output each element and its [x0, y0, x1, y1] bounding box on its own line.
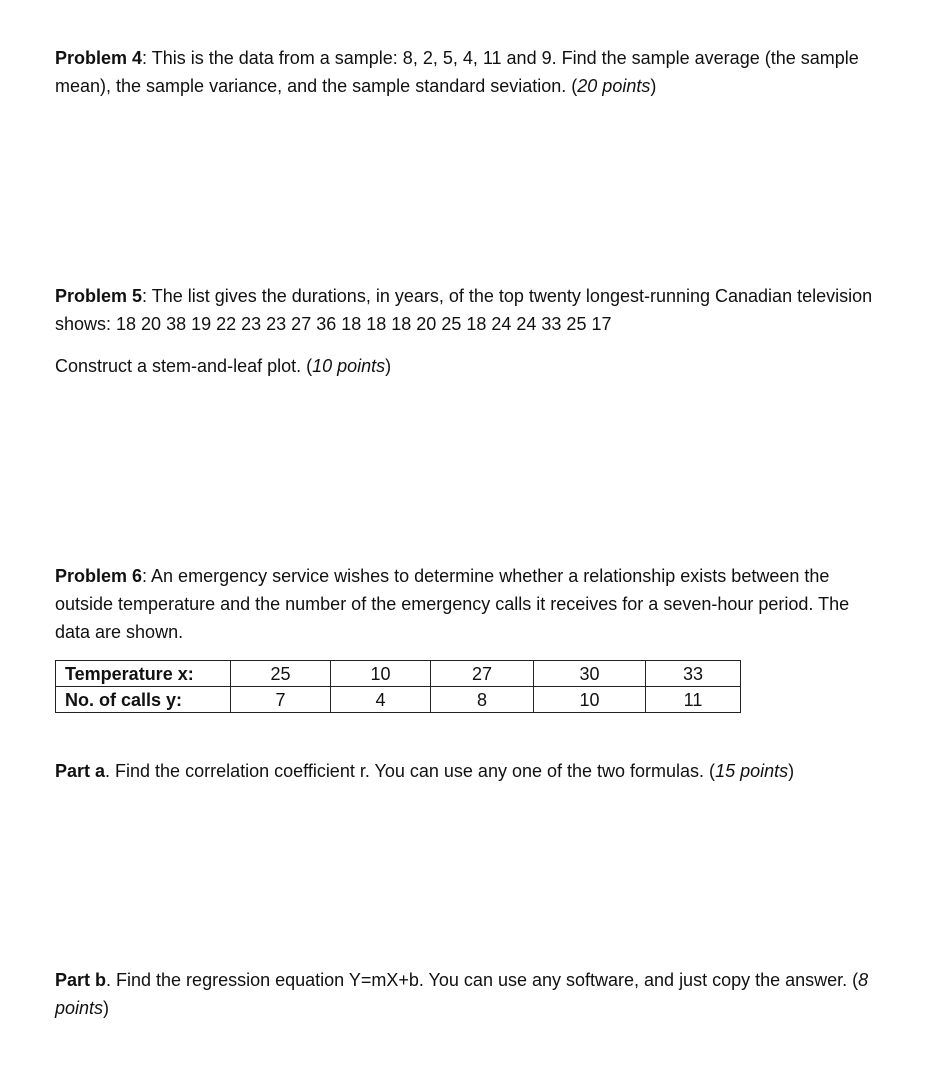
problem-5-instruction-text: Construct a stem-and-leaf plot. (: [55, 356, 313, 376]
part-a-label: Part a: [55, 761, 106, 781]
part-a-close: ): [788, 761, 795, 781]
table-cell: 10: [331, 661, 431, 687]
table-cell: 30: [534, 661, 646, 687]
table-cell: 4: [331, 687, 431, 713]
problem-5-instruction: [55, 352, 875, 380]
table-cell: 8: [431, 687, 534, 713]
part-a-text: [55, 757, 875, 785]
calls-header: No. of calls y:: [56, 687, 231, 713]
table-row-calls: [56, 687, 741, 713]
problem-6-body: : An emergency service wishes to determine whether a relationship exists between the outside temperature and the number of the emergency calls it receives for a seven-hour period. The data are shown.: [55, 566, 850, 642]
part-a-body: . Find the correlation coefficient r. You can use any one of the two formulas. (: [105, 761, 716, 781]
problem-5-close: ): [385, 356, 392, 376]
table-cell: 27: [431, 661, 534, 687]
part-b-close: ): [103, 998, 110, 1018]
problem-5-label: Problem 5: [55, 286, 143, 306]
problem-4-body: : This is the data from a sample: 8, 2, 5, 4, 11 and 9. Find the sample average (the sample mean), the sample variance, and the sample standard seviation. (: [55, 48, 859, 96]
temperature-calls-table: [55, 660, 741, 713]
problem-6-text: [55, 562, 875, 646]
table-cell: 11: [646, 687, 741, 713]
table-cell: 7: [231, 687, 331, 713]
problem-4-points: 20 points: [577, 76, 651, 96]
table-cell: 25: [231, 661, 331, 687]
problem-4-close: ): [650, 76, 657, 96]
problem-5-points: 10 points: [312, 356, 386, 376]
part-b-points: 8 points: [55, 970, 869, 1018]
problem-6-label: Problem 6: [55, 566, 143, 586]
temperature-header: Temperature x:: [56, 661, 231, 687]
part-b-text: [55, 966, 875, 1022]
table-cell: 10: [534, 687, 646, 713]
part-a-points: 15 points: [715, 761, 789, 781]
problem-4-label: Problem 4: [55, 48, 143, 68]
table-cell: 33: [646, 661, 741, 687]
part-b-body: . Find the regression equation Y=mX+b. You can use any software, and just copy the answer. (: [106, 970, 859, 990]
problem-5-body: : The list gives the durations, in years, of the top twenty longest-running Canadian television shows: 18 20 38 19 22 23 23 27 36 18 18 18 20 25 18 24 24 33 25 17: [55, 286, 873, 334]
part-b-label: Part b: [55, 970, 107, 990]
problem-4-text: [55, 44, 875, 100]
problem-5-text: [55, 282, 875, 338]
table-row-temperature: [56, 661, 741, 687]
